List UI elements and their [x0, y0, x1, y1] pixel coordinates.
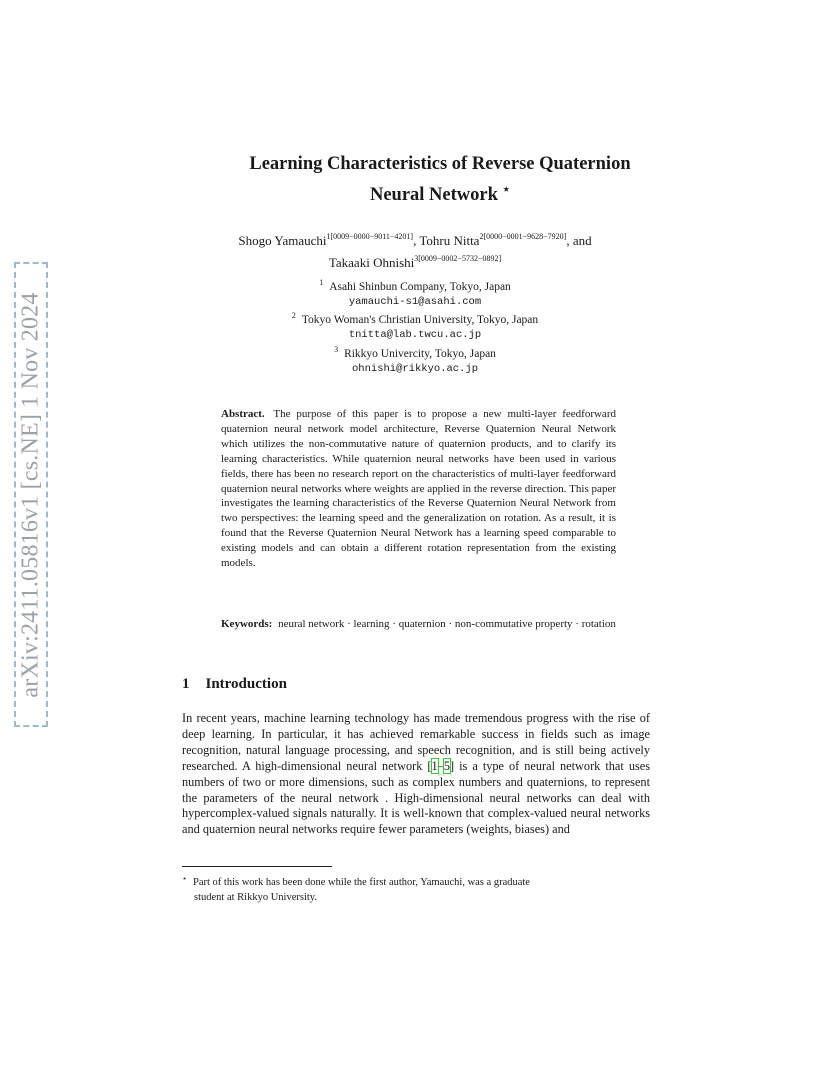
- abstract-label: Abstract.: [221, 408, 265, 420]
- abstract-text: The purpose of this paper is to propose a new multi-layer feedforward quaternion neural network model architecture, Reverse Quaternion Neural Network which utilizes the non-commutative nature of quaternion products, and to clarify its learning characteristics. While quaternion neural networks have been used in various fields, there has been no research report on the characteristics of multi-layer feedforward quaternion neural networks where weights are applied in the reverse direction. This paper investigates the learning characteristics of the Reverse Quaternion Neural Network from two perspectives: the learning speed and the generalization on rotation. As a result, it is found that the Reverse Quaternion Neural Network has a learning speed comparable to existing models and can obtain a different rotation representation from the existing models.: [221, 408, 616, 570]
- author-line-1: [130, 228, 700, 250]
- affiliation-3: [130, 343, 700, 362]
- affiliation-1: [130, 276, 700, 295]
- title-line-2-text: Neural Network: [369, 185, 498, 206]
- affiliation-2-number: 2: [291, 311, 296, 321]
- citation-link-5[interactable]: 5: [443, 758, 450, 773]
- author-3-orcid: 3[0009−0002−5732−0892]: [414, 254, 502, 263]
- affiliation-1-email: yamauchi-s1@asahi.com: [348, 295, 482, 308]
- title-footnote-mark: ⋆: [502, 182, 511, 196]
- affiliation-3-email: ohnishi@rikkyo.ac.jp: [351, 362, 479, 375]
- affiliation-2-email: tnitta@lab.twcu.ac.jp: [348, 329, 482, 342]
- title-line-2: [130, 177, 750, 208]
- affiliation-1-name: Asahi Shinbun Company, Tokyo, Japan: [329, 281, 511, 293]
- author-separator-2: , and: [566, 233, 592, 248]
- affiliation-2: [130, 309, 700, 328]
- abstract: [221, 407, 616, 571]
- affiliation-3-name: Rikkyo Univercity, Tokyo, Japan: [344, 347, 496, 360]
- author-2-name: Tohru Nitta: [419, 233, 480, 248]
- author-1-name: Shogo Yamauchi: [238, 233, 327, 248]
- citation-dash: –: [437, 758, 444, 773]
- section-heading: [182, 676, 287, 693]
- affiliation-1-number: 1: [319, 278, 324, 287]
- intro-text-part-2: is a type of neural network that uses numbers of two or more dimensions, such as complex numbers and quaternions, to represent the parameters of the neural network . High-dimensional neural networks can deal with hypercomplex-valued signals naturally. It is well-known that complex-valued neural networks and quaternion neural networks require fewer parameters (weights, biases) and: [182, 758, 650, 837]
- introduction-paragraph: [182, 711, 650, 838]
- keywords-label: Keywords:: [221, 618, 273, 630]
- title-line-1: Learning Characteristics of Reverse Quaternion: [249, 154, 631, 174]
- author-2-orcid: 2[0000−0001−9628−7920]: [479, 232, 567, 241]
- intro-text-part-1: In recent years, machine learning technology has made tremendous progress with the rise of deep learning. In particular, it has achieved remarkable success in fields such as image recognition, natural language processing, and speech recognition, and is still being actively researched. A high-dimensional neural network: [182, 711, 650, 773]
- footnote-line-1: Part of this work has been done while the first author, Yamauchi, was a graduate: [193, 877, 530, 888]
- footnote-mark: ⋆: [182, 874, 188, 883]
- section-title: Introduction: [205, 676, 287, 692]
- citation-bracket-open: [: [427, 758, 432, 773]
- citation-bracket-close: ]: [449, 758, 455, 773]
- author-separator-1: ,: [413, 233, 420, 248]
- author-list: [130, 228, 700, 272]
- affiliation-2-name: Tokyo Woman's Christian University, Tokyo, Japan: [301, 314, 539, 327]
- keywords: [221, 617, 616, 632]
- keywords-text: neural network · learning · quaternion · non-commutative property · rotation: [278, 618, 616, 630]
- author-1-orcid: 1[0009−0000−9011−4201]: [326, 232, 414, 241]
- footnote-line-2: student at Rikkyo University.: [194, 891, 317, 903]
- citation-link-1[interactable]: 1: [431, 758, 438, 773]
- affiliations: [130, 276, 700, 376]
- footnote: [182, 872, 650, 905]
- author-line-2: [130, 250, 700, 272]
- paper-title: [130, 152, 750, 208]
- arxiv-identifier: arXiv:2411.05816v1 [cs.NE] 1 Nov 2024: [17, 291, 44, 698]
- affiliation-3-number: 3: [334, 344, 339, 354]
- section-number: 1: [182, 676, 190, 692]
- footnote-divider: [182, 866, 332, 867]
- arxiv-stamp: [14, 262, 48, 727]
- author-3-name: Takaaki Ohnishi: [328, 255, 415, 270]
